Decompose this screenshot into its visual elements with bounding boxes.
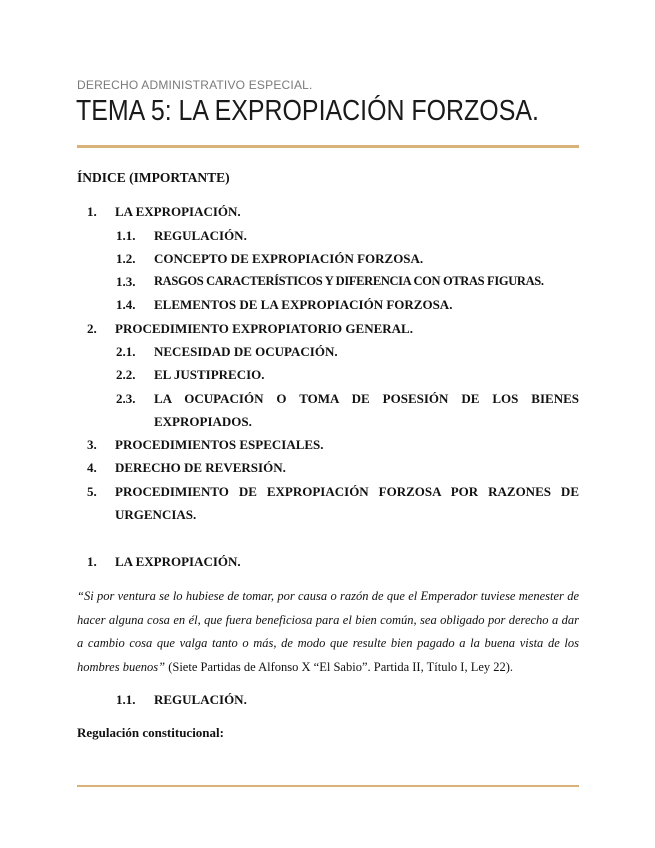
toc-number: 2.2.: [116, 367, 136, 382]
quote-source: (Siete Partidas de Alfonso X “El Sabio”. Partida II, Título I, Ley 22).: [165, 659, 514, 674]
quote-text: “Si por ventura se lo hubiese de tomar, por causa o razón de que el Emperador tuviese menester de hacer alguna cosa en él, que fuera beneficiosa para el bien común, sea obligado por derecho a dar a cambio cosa que valga tanto o más, de modo que resulte bien pagado a la buena vista de los hombres buenos”: [77, 589, 579, 674]
toc-number: 1.4.: [116, 297, 136, 312]
subsection-heading: Regulación constitucional:: [77, 725, 224, 740]
header-divider: [77, 145, 579, 148]
toc-text: RASGOS CARACTERÍSTICOS Y DIFERENCIA CON OTRAS FIGURAS.: [154, 274, 544, 288]
toc-text: NECESIDAD DE OCUPACIÓN.: [154, 344, 338, 359]
toc-number: 2.: [87, 321, 97, 336]
toc-text: EL JUSTIPRECIO.: [154, 367, 265, 382]
toc-text: LA OCUPACIÓN O TOMA DE POSESIÓN DE LOS BIENES: [154, 391, 579, 406]
toc-text: REGULACIÓN.: [154, 228, 247, 243]
toc-text-continuation: URGENCIAS.: [115, 507, 197, 522]
toc-text: LA EXPROPIACIÓN.: [115, 204, 241, 219]
toc-text: PROCEDIMIENTO EXPROPIATORIO GENERAL.: [115, 321, 413, 336]
section-number: 1.: [87, 554, 97, 569]
subject-label: DERECHO ADMINISTRATIVO ESPECIAL.: [77, 78, 313, 92]
footer-divider: [77, 785, 579, 787]
historical-quote: [77, 585, 579, 679]
toc-number: 2.1.: [116, 344, 136, 359]
toc-number: 1.3.: [116, 274, 136, 289]
toc-number: 2.3.: [116, 391, 136, 406]
section-number: 1.1.: [116, 692, 136, 707]
page-title: TEMA 5: LA EXPROPIACIÓN FORZOSA.: [76, 95, 539, 127]
section-title: LA EXPROPIACIÓN.: [115, 554, 241, 569]
index-heading: ÍNDICE (IMPORTANTE): [77, 170, 230, 185]
toc-number: 1.1.: [116, 228, 136, 243]
toc-number: 5.: [87, 484, 97, 499]
toc-number: 4.: [87, 460, 97, 475]
toc-text-continuation: EXPROPIADOS.: [154, 414, 252, 429]
toc-text: PROCEDIMIENTO DE EXPROPIACIÓN FORZOSA POR RAZONES DE: [115, 484, 579, 499]
toc-text: CONCEPTO DE EXPROPIACIÓN FORZOSA.: [154, 251, 424, 266]
toc-number: 3.: [87, 437, 97, 452]
section-title: REGULACIÓN.: [154, 692, 247, 707]
toc-text: ELEMENTOS DE LA EXPROPIACIÓN FORZOSA.: [154, 297, 453, 312]
toc-number: 1.: [87, 204, 97, 219]
toc-text: DERECHO DE REVERSIÓN.: [115, 460, 286, 475]
toc-text: PROCEDIMIENTOS ESPECIALES.: [115, 437, 324, 452]
toc-number: 1.2.: [116, 251, 136, 266]
